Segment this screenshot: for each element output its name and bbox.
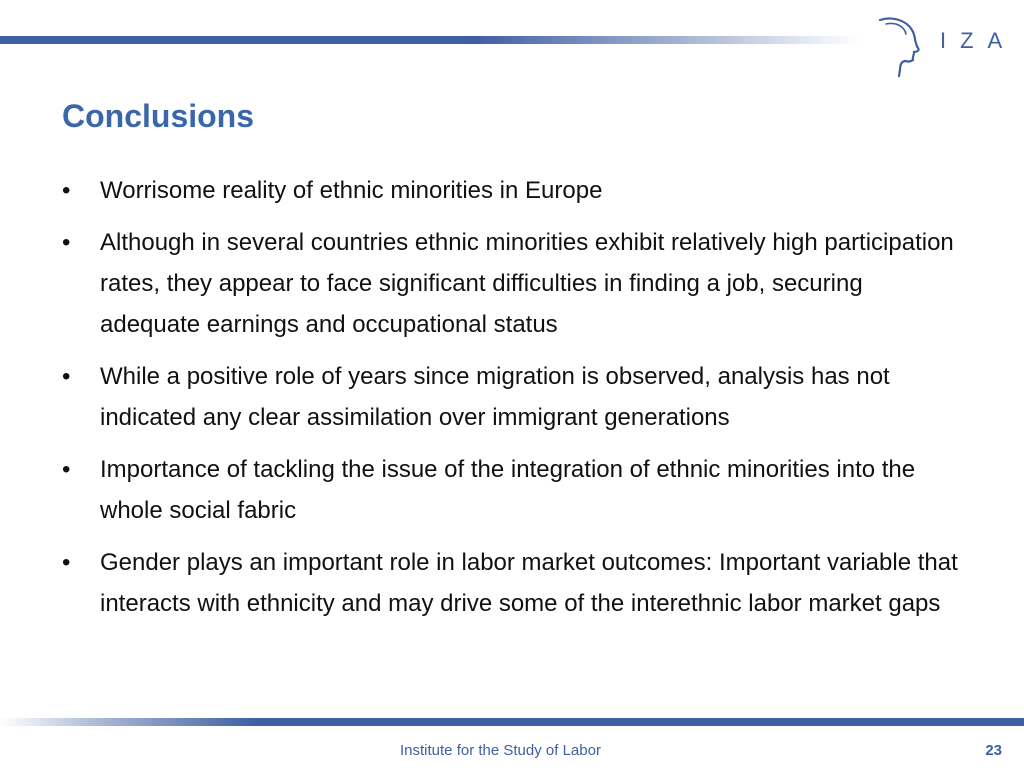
bullet-text: Importance of tackling the issue of the integration of ethnic minorities into the whole social fabric	[100, 456, 916, 524]
bullet-dot-icon: •	[62, 549, 71, 576]
bullet-text: Although in several countries ethnic minorities exhibit relatively high participation rates, they appear to face significant difficulties in finding a job, securing adequate earnings and occupational status	[100, 229, 954, 338]
bullet-item	[62, 542, 962, 624]
page-number: 23	[985, 742, 1002, 759]
header-rule	[0, 36, 860, 44]
bullet-text: Worrisome reality of ethnic minorities in Europe	[100, 177, 603, 204]
bullet-item	[62, 222, 962, 345]
bullet-dot-icon: •	[62, 229, 71, 256]
footer-institute: Institute for the Study of Labor	[400, 742, 601, 759]
slide-title: Conclusions	[62, 98, 255, 134]
bullet-dot-icon: •	[62, 456, 71, 483]
bullet-item	[62, 449, 962, 531]
footer-rule	[0, 718, 1024, 726]
bullet-item	[62, 356, 962, 438]
bullet-list	[62, 170, 962, 635]
iza-logo-text: IZA	[940, 28, 1017, 53]
bullet-text: Gender plays an important role in labor market outcomes: Important variable that interacts with ethnicity and may drive some of the interethnic labor market gaps	[100, 549, 958, 617]
bullet-dot-icon: •	[62, 177, 71, 204]
bullet-item	[62, 170, 962, 211]
bullet-dot-icon: •	[62, 363, 71, 390]
bullet-text: While a positive role of years since migration is observed, analysis has not indicated any clear assimilation over immigrant generations	[100, 363, 890, 431]
